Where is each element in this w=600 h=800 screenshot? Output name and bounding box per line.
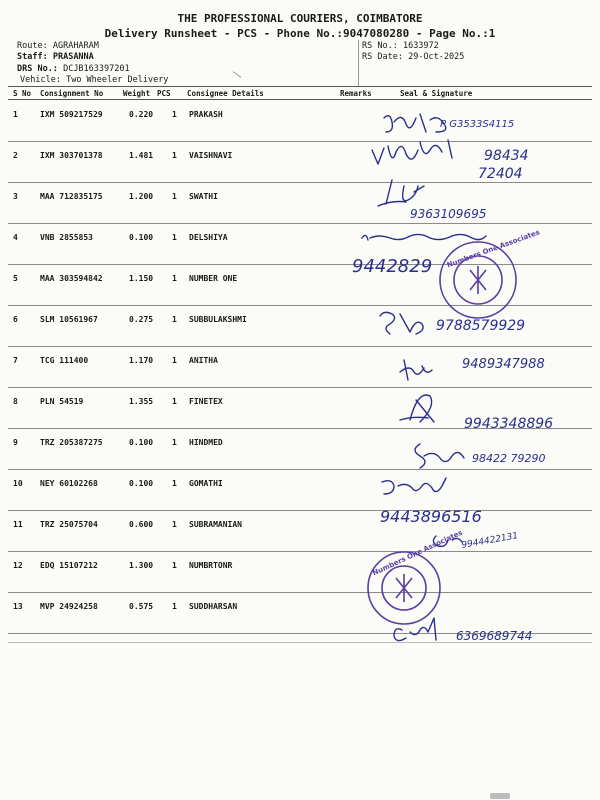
table-row: 10 NEY 60102268 0.100 1 GOMATHI	[8, 470, 592, 511]
table-row: 6 SLM 10561967 0.275 1 SUBBULAKSHMI	[8, 306, 592, 347]
table-row: 11 TRZ 25075704 0.600 1 SUBRAMANIAN	[8, 511, 592, 552]
drs-line: DRS No.: DCJB163397201	[17, 64, 130, 74]
drs-value: DCJB163397201	[63, 64, 130, 74]
table-row: 5 MAA 303594842 1.150 1 NUMBER ONE	[8, 265, 592, 306]
col-weight: Weight	[123, 89, 151, 98]
table-row: 8 PLN 54519 1.355 1 FINETEX	[8, 388, 592, 429]
col-consignee: Consignee Details	[187, 89, 264, 98]
signature-scribble	[378, 180, 424, 206]
stamp-text: Numbers One Associates	[371, 528, 464, 578]
vehicle-value: Two Wheeler Delivery	[66, 75, 169, 85]
stamp-text: Numbers One Associates	[445, 228, 541, 270]
handwritten-phone: 9363109695	[410, 207, 487, 221]
route-line: Route: AGRAHARAM	[17, 41, 99, 51]
staff-line: Staff: PRASANNA	[17, 52, 94, 62]
col-consignment: Consignment No	[40, 89, 104, 98]
company-stamp	[440, 228, 541, 318]
col-pcs: PCS	[157, 89, 171, 98]
handwritten-phone: 9442829	[352, 256, 433, 277]
col-remarks: Remarks	[340, 89, 372, 98]
signature-scribble	[382, 478, 446, 494]
table-row: 4 VNB 2855853 0.100 1 DELSHIYA	[8, 224, 592, 265]
handwritten-phone: 98434	[484, 148, 529, 164]
table-row: 3 MAA 712835175 1.200 1 SWATHI	[8, 183, 592, 224]
handwritten-phone: 9443896516	[380, 507, 482, 526]
rs-date-line: RS Date: 29-Oct-2025	[362, 52, 465, 62]
rs-no-value: 1633972	[402, 41, 439, 51]
rs-no-line: RS No.: 1633972	[362, 41, 439, 51]
signature-scribble	[372, 140, 452, 164]
table-row: 1 IXM 509217529 0.220 1 PRAKASH	[8, 101, 592, 142]
company-title: THE PROFESSIONAL COURIERS, COIMBATORE	[177, 12, 423, 25]
staff-value: PRASANNA	[52, 52, 94, 62]
signature-scribble	[380, 312, 423, 334]
signature-scribble	[362, 234, 486, 240]
table-row: 13 MVP 24924258 0.575 1 SUDDHARSAN	[8, 593, 592, 634]
col-signature: Seal & Signature	[400, 89, 473, 98]
handwritten-phone: 9489347988	[462, 357, 545, 372]
handwritten-mark: P G3533S4115	[440, 119, 515, 130]
company-stamp	[368, 529, 464, 624]
handwritten-phone: 6369689744	[456, 629, 533, 643]
handwritten-phone: 98422 79290	[472, 452, 546, 465]
handwritten-phone: 9788579929	[436, 318, 526, 334]
signature-scribble	[384, 114, 446, 132]
signature-scribble	[415, 444, 464, 468]
scan-artifact	[490, 793, 510, 799]
signature-scribble	[400, 395, 434, 422]
table-row: 12 EDQ 15107212 1.300 1 NUMBRTONR	[8, 552, 592, 593]
route-value: AGRAHARAM	[52, 41, 99, 51]
handwritten-phone: 9944422131	[460, 531, 519, 551]
table-row: 2 IXM 303701378 1.481 1 VAISHNAVI	[8, 142, 592, 183]
runsheet-subtitle: Delivery Runsheet - PCS - Phone No.:9047080280 - Page No.:1	[104, 27, 496, 40]
signature-scribble	[394, 618, 436, 641]
vehicle-line: Vehicle: Two Wheeler Delivery	[20, 75, 169, 85]
table-row: 7 TCG 111400 1.170 1 ANITHA	[8, 347, 592, 388]
handwritten-phone: 9943348896	[464, 416, 554, 432]
signature-scribble	[400, 360, 432, 380]
handwritten-phone: 72404	[478, 166, 523, 182]
rs-date-value: 29-Oct-2025	[408, 52, 465, 62]
table-row: 9 TRZ 205387275 0.100 1 HINDMED	[8, 429, 592, 470]
col-sno: S No	[13, 89, 32, 98]
